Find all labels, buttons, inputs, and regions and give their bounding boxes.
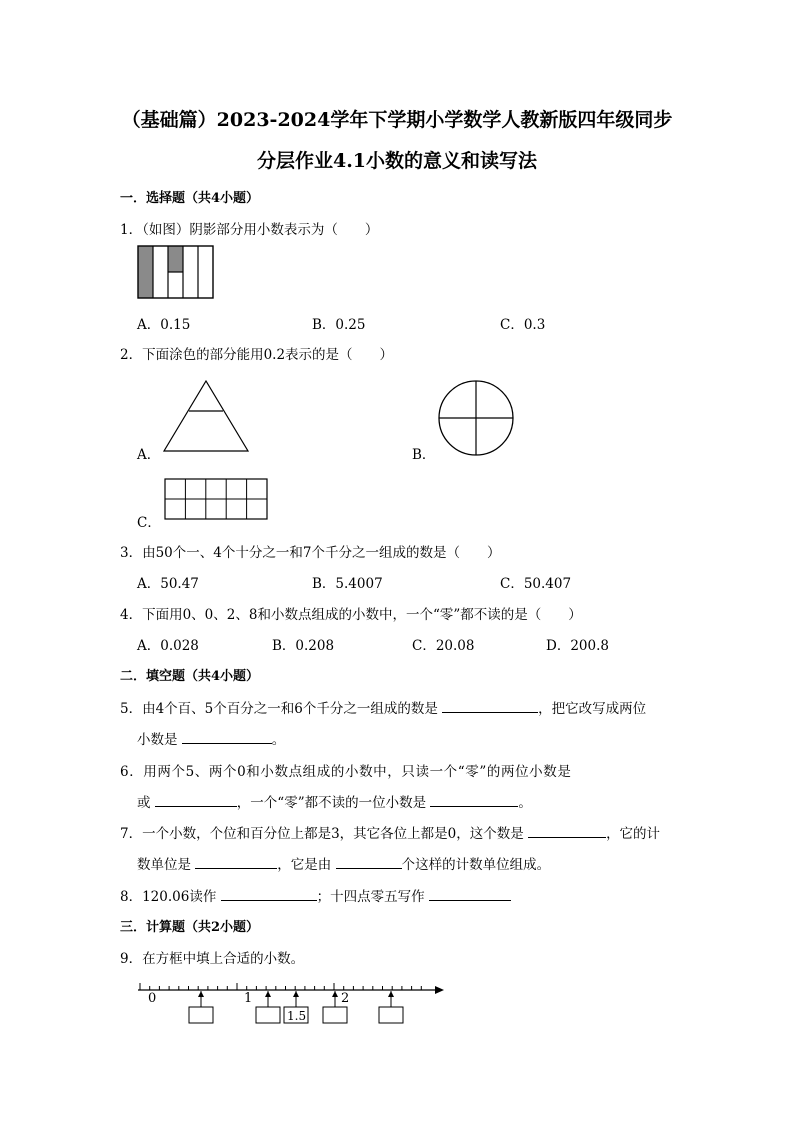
q7-text-part1: 7．一个小数，个位和百分位上都是3，其它各位上都是0，这个数是 [120, 826, 529, 842]
q9-number-line-figure [132, 980, 447, 1028]
q4-option-c: C．20.08 [412, 638, 475, 654]
arrow-4 [332, 991, 338, 1007]
q8-blank-2[interactable] [429, 886, 511, 901]
q4-option-d: D．200.8 [546, 638, 609, 654]
q3-option-a: A．50.47 [137, 576, 199, 592]
document-title-line2: 分层作业4.1小数的意义和读写法 [256, 150, 538, 172]
q8-text-part1: 8．120.06读作 [120, 889, 221, 905]
number-line-axis [138, 986, 444, 994]
section-choice: 一．选择题（共4小题） [120, 191, 260, 206]
q6-blank-2[interactable] [430, 792, 518, 807]
given-value-label: 1.5 [287, 1009, 307, 1023]
q2-option-c: C． [137, 515, 161, 531]
question-8 [120, 885, 511, 905]
arrow-2 [265, 991, 271, 1007]
q3-option-c: C．50.407 [500, 576, 572, 592]
q7-text-part4: ，它是由 [277, 857, 336, 873]
q7-text-part2: ，它的计 [606, 826, 661, 842]
q2-grid-figure [164, 478, 269, 521]
label-0: 0 [148, 991, 157, 1006]
question-4: 4．下面用0、0、2、8和小数点组成的小数中，一个“零”都不读的是（ ） [120, 607, 582, 623]
question-5-line1 [120, 697, 646, 717]
question-7-line1 [120, 822, 660, 842]
arrow-5 [388, 991, 394, 1007]
arrow-1 [198, 991, 204, 1007]
section-calc: 三．计算题（共2小题） [120, 920, 260, 935]
q5-text-part1: 5．由4个百、5个百分之一和6个千分之一组成的数是 [120, 701, 443, 717]
q1-option-c: C．0.3 [500, 317, 546, 333]
q7-blank-2[interactable] [195, 854, 277, 869]
question-9: 9．在方框中填上合适的小数。 [120, 951, 305, 967]
label-2: 2 [341, 991, 350, 1006]
q7-blank-1[interactable] [528, 823, 606, 838]
question-1: 1．（如图）阴影部分用小数表示为（ ） [120, 222, 379, 238]
q7-text-part5: 个这样的计数单位组成。 [401, 857, 551, 873]
number-line-ticks [140, 983, 421, 990]
q7-text-part3: 数单位是 [137, 857, 196, 873]
q8-text-part2: ；十四点零五写作 [316, 889, 429, 905]
section-fill: 二．填空题（共4小题） [120, 669, 260, 684]
q7-blank-3[interactable] [336, 854, 402, 869]
q6-text-part3: ，一个“零”都不读的一位小数是 [236, 795, 431, 811]
question-6-line1: 6．用两个5、两个0和小数点组成的小数中，只读一个“零”的两位小数是 [120, 764, 572, 780]
question-5-line2 [137, 728, 285, 748]
arrow-3 [293, 991, 299, 1007]
q1-option-b: B．0.25 [312, 317, 366, 333]
q6-text-part4: 。 [518, 795, 532, 811]
q1-option-a: A．0.15 [137, 317, 191, 333]
question-2: 2．下面涂色的部分能用0.2表示的是（ ） [120, 347, 394, 363]
q5-blank-1[interactable] [442, 698, 538, 713]
q4-option-a: A．0.028 [137, 638, 199, 654]
answer-box-1[interactable] [189, 1007, 213, 1023]
q3-option-b: B．5.4007 [312, 576, 383, 592]
q4-option-b: B．0.208 [272, 638, 335, 654]
question-7-line2 [137, 853, 550, 873]
question-6-line2 [137, 791, 532, 811]
q2-option-b: B． [412, 447, 436, 463]
q2-option-a: A． [137, 447, 161, 463]
q5-text-part3: 小数是 [137, 732, 182, 748]
document-title-line1: （基础篇）2023-2024学年下学期小学数学人教新版四年级同步 [121, 109, 673, 131]
answer-box-2[interactable] [256, 1007, 280, 1023]
q8-blank-1[interactable] [221, 886, 317, 901]
q1-shaded-rectangle-figure [137, 245, 215, 301]
q2-triangle-figure [160, 378, 252, 454]
q6-blank-1[interactable] [155, 792, 237, 807]
q5-text-part4: 。 [271, 732, 286, 748]
answer-box-4[interactable] [379, 1007, 403, 1023]
question-3: 3．由50个一、4个十分之一和7个千分之一组成的数是（ ） [120, 545, 501, 561]
answer-box-3[interactable] [323, 1007, 347, 1023]
q5-blank-2[interactable] [182, 729, 272, 744]
q6-text-part2: 或 [137, 795, 155, 811]
q5-text-part2: ，把它改写成两位 [538, 701, 647, 717]
q2-circle-figure [436, 378, 516, 458]
label-1: 1 [244, 991, 253, 1006]
